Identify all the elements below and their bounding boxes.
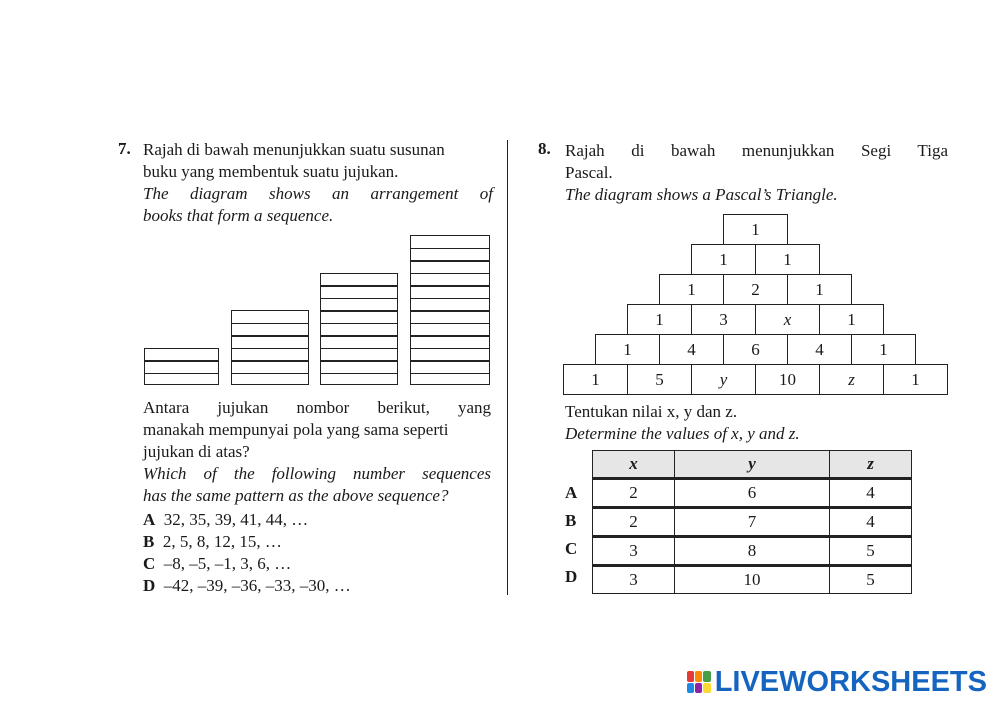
book-edge — [411, 298, 489, 300]
q7-malay-line-1: Rajah di bawah menunjukkan suatu susunan — [143, 140, 445, 159]
cell-z: 5 — [830, 566, 912, 594]
pascal-cell — [627, 304, 692, 335]
row-label-c: C — [565, 539, 578, 558]
book-edge — [411, 335, 489, 337]
book-edge — [145, 373, 218, 375]
pascal-cell — [755, 244, 820, 275]
header-x: x — [593, 451, 675, 479]
book-edge — [411, 373, 489, 375]
q8-malay-line-2: Pascal. — [565, 163, 613, 182]
pascal-cell — [691, 244, 756, 275]
option-text: –42, –39, –36, –33, –30, … — [163, 576, 351, 595]
logo-badge-icon — [687, 671, 711, 693]
pascal-value: 1 — [591, 369, 600, 389]
q8-task — [565, 401, 800, 445]
cell-x: 3 — [593, 566, 675, 594]
q8-prompt — [565, 140, 948, 206]
table-header-row — [593, 451, 912, 479]
liveworksheets-logo — [687, 664, 987, 700]
book-edge — [411, 323, 489, 325]
q7-question — [143, 397, 491, 507]
book-edge — [411, 348, 489, 350]
pascal-value: x — [783, 309, 792, 329]
table-row-a[interactable] — [593, 479, 912, 508]
pascal-cell — [787, 334, 852, 365]
pascal-cell — [851, 334, 916, 365]
pascal-value: 1 — [911, 369, 920, 389]
pascal-value: 3 — [719, 309, 728, 329]
book-edge — [232, 348, 308, 350]
q8-options-table — [592, 450, 912, 594]
q7-prompt-malay — [143, 139, 493, 227]
logo-text: LIVEWORKSHEETS — [714, 665, 987, 698]
book-edge — [232, 373, 308, 375]
option-text: 32, 35, 39, 41, 44, … — [163, 510, 309, 529]
book-edge — [411, 310, 489, 312]
book-stack — [144, 348, 219, 386]
pascal-cell — [883, 364, 948, 395]
option-letter: C — [143, 554, 156, 573]
book-stack — [231, 310, 309, 385]
book-edge — [411, 248, 489, 250]
book-edge — [321, 335, 397, 337]
pascal-value: 1 — [655, 309, 664, 329]
row-label-a: A — [565, 483, 578, 502]
pascal-value: 1 — [751, 219, 760, 239]
q7-option-a[interactable] — [143, 509, 503, 531]
header-y: y — [674, 451, 829, 479]
q8-eng-line: The diagram shows a Pascal’s Triangle. — [565, 185, 838, 204]
book-edge — [321, 298, 397, 300]
pascal-value: 1 — [783, 249, 792, 269]
book-edge — [321, 373, 397, 375]
cell-x: 2 — [593, 479, 675, 508]
book-stack — [320, 273, 398, 386]
cell-x: 3 — [593, 537, 675, 566]
pascal-value: 6 — [751, 339, 760, 359]
book-edge — [411, 360, 489, 362]
pascal-value: 10 — [779, 369, 796, 389]
book-edge — [321, 348, 397, 350]
q7-eng-line-1: The diagram shows an arrangement of — [143, 184, 493, 203]
book-edge — [232, 323, 308, 325]
cell-y: 7 — [674, 508, 829, 537]
book-edge — [321, 323, 397, 325]
option-letter: D — [143, 576, 156, 595]
pascal-value: 1 — [687, 279, 696, 299]
pascal-value: 1 — [847, 309, 856, 329]
q8-task-malay: Tentukan nilai x, y dan z. — [565, 402, 738, 421]
row-label-d: D — [565, 567, 578, 586]
pascal-value: 5 — [655, 369, 664, 389]
q7-question-eng-1: Which of the following number sequences — [143, 464, 491, 483]
q7-question-malay-3: jujukan di atas? — [143, 442, 250, 461]
book-edge — [232, 360, 308, 362]
pascal-cell — [691, 364, 756, 395]
q7-options — [143, 509, 503, 597]
pascal-cell — [723, 274, 788, 305]
q7-question-eng-2: has the same pattern as the above sequence? — [143, 486, 449, 505]
cell-y: 8 — [674, 537, 829, 566]
pascal-value: 2 — [751, 279, 760, 299]
q7-option-b[interactable] — [143, 531, 503, 553]
q8-number: 8. — [538, 139, 551, 158]
book-edge — [321, 285, 397, 287]
pascal-cell — [691, 304, 756, 335]
pascal-value: y — [719, 369, 728, 389]
option-text: –8, –5, –1, 3, 6, … — [163, 554, 292, 573]
option-letter: A — [143, 510, 156, 529]
pascal-cell — [563, 364, 628, 395]
pascal-cell — [819, 304, 884, 335]
q7-question-malay-1: Antara jujukan nombor berikut, yang — [143, 398, 491, 417]
q7-malay-line-2: buku yang membentuk suatu jujukan. — [143, 162, 399, 181]
option-text: 2, 5, 8, 12, 15, … — [162, 532, 282, 551]
cell-z: 4 — [830, 479, 912, 508]
book-edge — [145, 360, 218, 362]
pascal-cell — [723, 334, 788, 365]
q7-option-c[interactable] — [143, 553, 503, 575]
cell-y: 10 — [674, 566, 829, 594]
cell-z: 4 — [830, 508, 912, 537]
q7-number: 7. — [118, 139, 131, 158]
q7-option-d[interactable] — [143, 575, 503, 597]
book-edge — [232, 335, 308, 337]
book-edge — [411, 273, 489, 275]
pascal-value: 1 — [719, 249, 728, 269]
cell-y: 6 — [674, 479, 829, 508]
table-row-c[interactable] — [593, 537, 912, 566]
pascal-cell — [723, 214, 788, 245]
pascal-value: z — [848, 369, 855, 389]
pascal-cell — [755, 364, 820, 395]
option-letter: B — [143, 532, 155, 551]
book-stack — [410, 235, 490, 385]
pascal-cell — [659, 274, 724, 305]
pascal-value: 1 — [879, 339, 888, 359]
pascal-cell — [755, 304, 820, 335]
q7-question-malay-2: manakah mempunyai pola yang sama seperti — [143, 420, 449, 439]
cell-z: 5 — [830, 537, 912, 566]
pascal-cell — [819, 364, 884, 395]
column-divider — [507, 140, 508, 595]
q7-eng-line-2: books that form a sequence. — [143, 206, 334, 225]
book-edge — [411, 285, 489, 287]
table-row-d[interactable] — [593, 566, 912, 594]
table-row-b[interactable] — [593, 508, 912, 537]
book-edge — [321, 360, 397, 362]
pascal-cell — [659, 334, 724, 365]
pascal-value: 1 — [815, 279, 824, 299]
cell-x: 2 — [593, 508, 675, 537]
pascal-cell — [595, 334, 660, 365]
pascal-cell — [787, 274, 852, 305]
pascal-cell — [627, 364, 692, 395]
header-z: z — [830, 451, 912, 479]
pascal-value: 4 — [815, 339, 824, 359]
book-edge — [411, 260, 489, 262]
q8-malay-line-1: Rajah di bawah menunjukkan Segi Tiga — [565, 141, 948, 160]
row-label-b: B — [565, 511, 577, 530]
book-edge — [321, 310, 397, 312]
pascal-value: 4 — [687, 339, 696, 359]
pascal-value: 1 — [623, 339, 632, 359]
q8-task-eng: Determine the values of x, y and z. — [565, 424, 800, 443]
